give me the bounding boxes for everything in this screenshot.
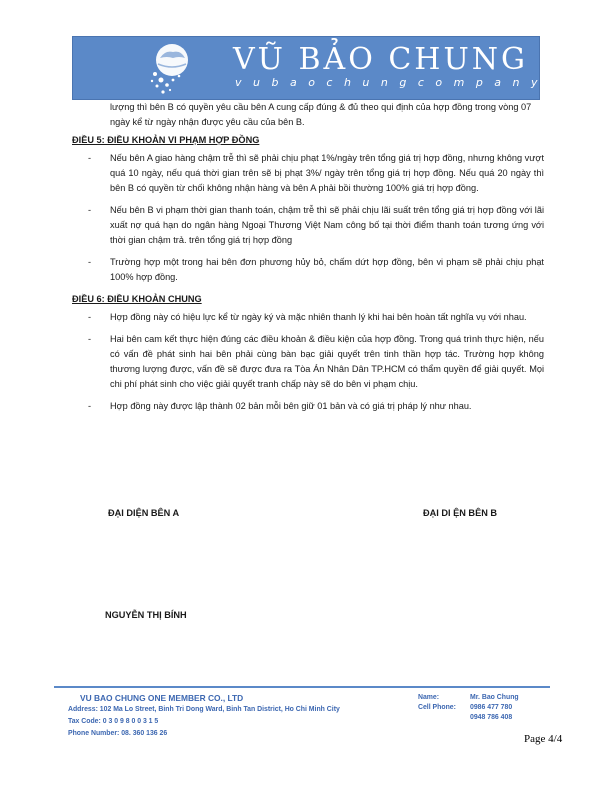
brand-subtitle: v u b a o c h u n g c o m p a n y [235,76,542,89]
footer-company: VU BAO CHUNG ONE MEMBER CO., LTD [80,693,244,703]
dash-bullet: - [88,257,92,267]
list-item: - Nếu bên B vi phạm thời gian thanh toán, chậm trễ thì sẽ phải chịu lãi suất trên tổng giá trị hợp đồng với lãi xuất nợ quá hạn do ngân hàng Ngoại Thương Việt Nam công bố tại thời điểm thanh toán tương ứng với thời gian chậm trả. trên tổng giá trị hợp đồng [88,205,544,245]
dash-bullet: - [88,312,92,322]
brand-name: VŨ BẢO CHUNG [233,42,528,77]
list-item: - Nếu bên A giao hàng chậm trễ thì sẽ phải chịu phạt 1%/ngày trên tổng giá trị hợp đồng, nhưng không vượt quá 10 ngày, nếu quá thời gian trên sẽ bị phạt 3%/ ngày trên tổng giá trị hợp đồng. Nếu quá 20 ngày thì bên B có quyền từ chối không nhận hàng và bên A phải bồi thường 100% giá trị hợp đồng. [88,153,544,193]
dash-bullet: - [88,334,92,344]
section-6-list [72,310,544,414]
footer-tax-code: Tax Code: 0 3 0 9 8 0 0 3 1 5 [68,718,159,725]
footer-divider [54,686,550,688]
signature-party-b: ĐẠI DI ỆN BÊN B [423,508,498,518]
footer-phone: Phone Number: 08. 360 136 26 [68,730,168,737]
footer-address: Address: 102 Ma Lo Street, Binh Tri Dong Ward, Binh Tan District, Ho Chi Minh City [68,706,340,713]
list-item: - Trường hợp một trong hai bên đơn phương hủy bỏ, chấm dứt hợp đồng, bên vi phạm sẽ phải chịu phạt 100% hợp đồng. [88,257,544,282]
section-6-title: ĐIỀU 6: ĐIỀU KHOẢN CHUNG [72,294,202,304]
section-5-list [72,151,544,285]
footer-name-label: Name: [418,694,440,701]
footer-cell-label: Cell Phone: [418,704,456,711]
dash-bullet: - [88,401,92,411]
dash-bullet: - [88,205,92,215]
list-item: - Hợp đồng này có hiệu lực kể từ ngày ký và mặc nhiên thanh lý khi hai bên hoàn tất nghĩa vụ với nhau. [72,310,544,325]
signature-party-a: ĐẠI DIỆN BÊN A [108,508,180,518]
section-5-title: ĐIỀU 5: ĐIỀU KHOẢN VI PHẠM HỢP ĐỒNG [72,135,260,145]
list-item: - Hai bên cam kết thực hiện đúng các điều khoản & điều kiện của hợp đồng. Trong quá trình thực hiện, nếu có vấn đề phát sinh hai bên phải cùng bàn bạc giải quyết trên tinh thần hợp tác. Trường hợp không thương lượng được, vấn đề sẽ được đưa ra Tòa Án Nhân Dân TP.HCM có thẩm quyền để giải quyết. Mọi chi phí phát sinh cho việc giải quyết tranh chấp này sẽ do bên vi phạm chịu. [88,334,544,389]
dash-bullet: - [88,153,92,163]
document-body [72,100,544,421]
page-number: Page 4/4 [524,733,563,745]
footer-name-value: Mr. Bao Chung [470,694,519,701]
header-banner [72,36,540,100]
globe-splash-icon [143,40,201,98]
list-item: - Hợp đồng này được lập thành 02 bản mỗi bên giữ 01 bản và có giá trị pháp lý như nhau. [72,399,544,414]
signatory-name: NGUYỄN THỊ BÍNH [105,610,187,620]
footer-cell-2: 0948 786 408 [470,714,513,721]
continuation-paragraph: lượng thì bên B có quyền yêu cầu bên A cung cấp đúng & đủ theo qui định của hợp đồng trong vòng 07 ngày kể từ ngày nhận được yêu cầu của bên B. [110,102,532,127]
footer-cell-1: 0986 477 780 [470,704,513,711]
